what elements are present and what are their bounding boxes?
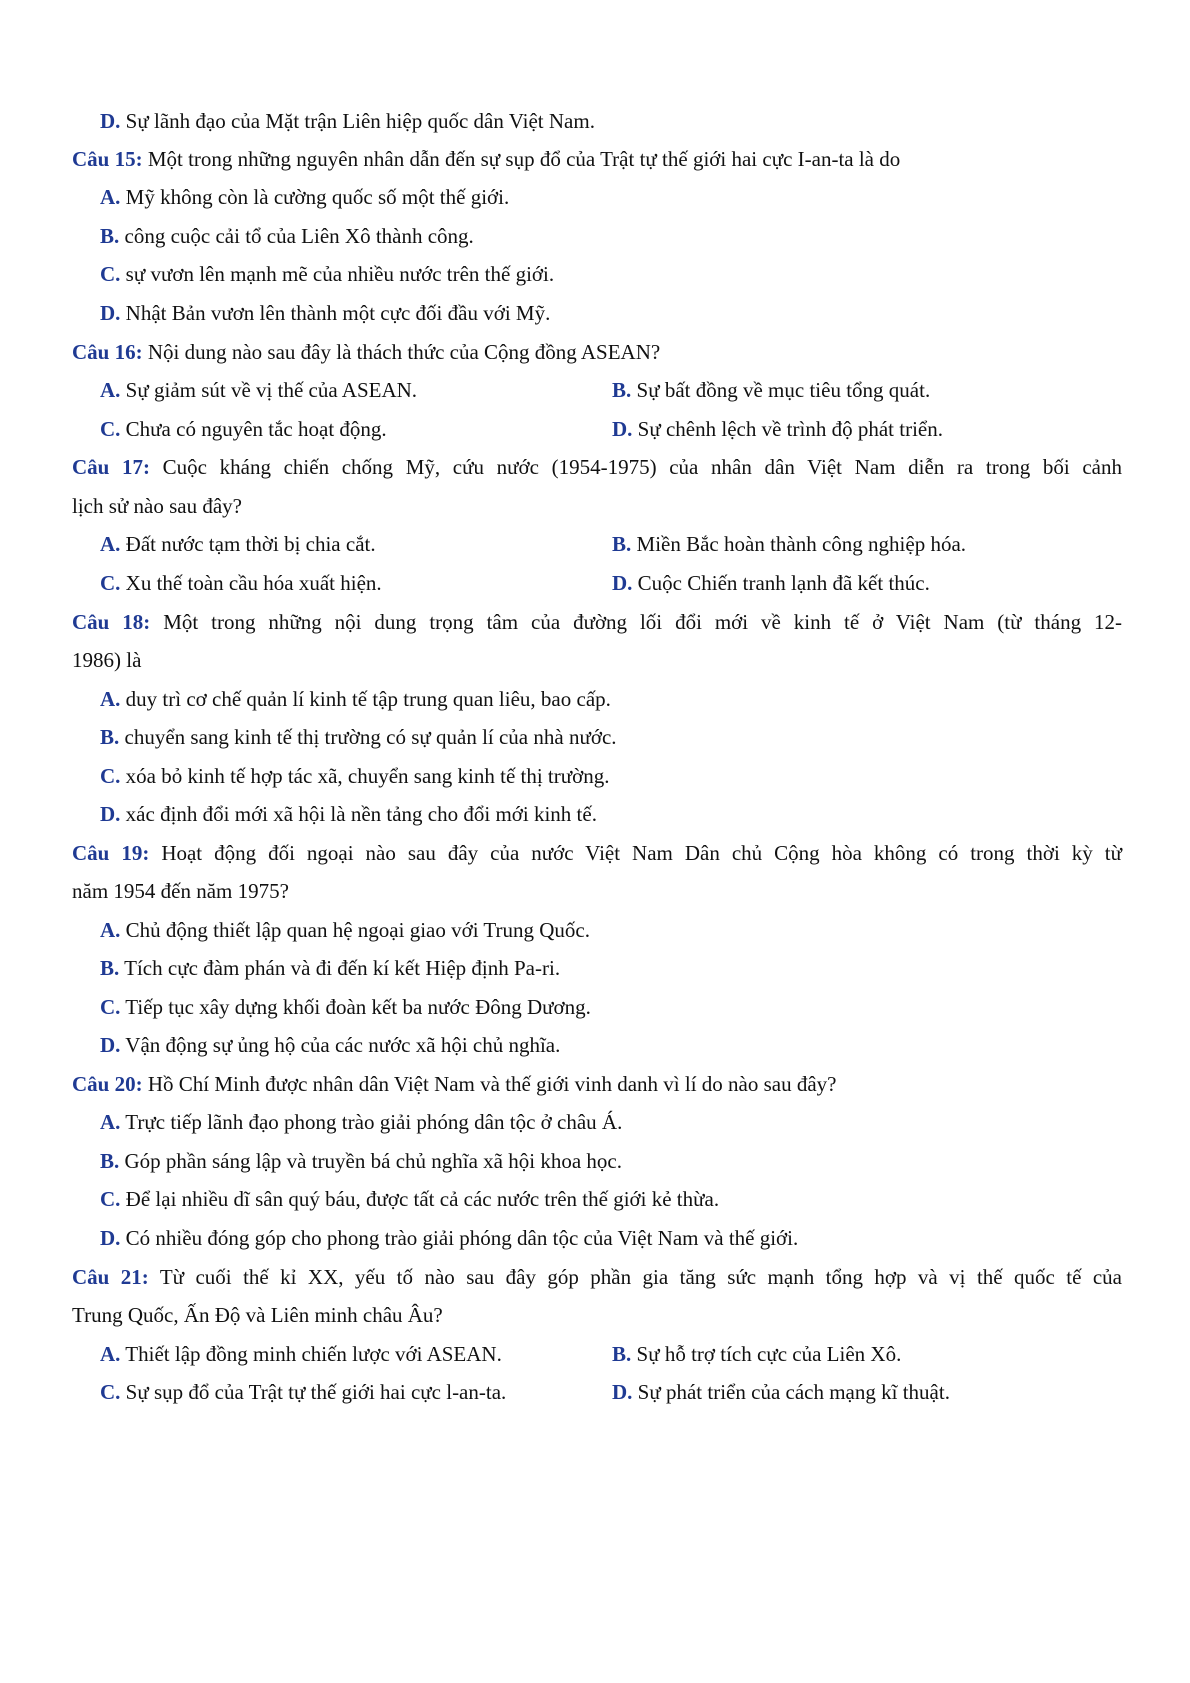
question-19 <box>72 841 1122 865</box>
question-number: Câu 17: <box>72 455 150 479</box>
question-17-cont <box>72 494 1122 518</box>
text-span: Sự chênh lệch về trình độ phát triển. <box>637 417 943 441</box>
text-span: chuyển sang kinh tế thị trường có sự quản lí của nhà nước. <box>124 725 617 749</box>
option-label: A. <box>100 1110 121 1134</box>
text-span: Sự giảm sút về vị thế của ASEAN. <box>125 378 418 402</box>
option-label: C. <box>100 1380 121 1404</box>
question-17 <box>72 455 1122 479</box>
option-label: C. <box>100 571 121 595</box>
q19-option-d <box>100 1033 1150 1057</box>
option-label: D. <box>612 417 633 441</box>
option-label: B. <box>612 378 632 402</box>
option-label: C. <box>100 1187 121 1211</box>
question-16 <box>72 340 1122 364</box>
text-span: Nhật Bản vươn lên thành một cực đối đầu với Mỹ. <box>125 301 551 325</box>
text-span: Sự phát triển của cách mạng kĩ thuật. <box>637 1380 950 1404</box>
q17-option-b <box>612 532 1190 556</box>
q18-option-d <box>100 802 1150 826</box>
option-label: D. <box>100 109 121 133</box>
q15-option-d <box>100 301 1150 325</box>
q19-option-a <box>100 918 1150 942</box>
q21-option-d <box>612 1380 1190 1404</box>
option-label: A. <box>100 185 121 209</box>
option-label: A. <box>100 918 121 942</box>
q16-option-b <box>612 378 1190 402</box>
option-label: A. <box>100 1342 121 1366</box>
question-number: Câu 16: <box>72 340 143 364</box>
question-18-cont <box>72 648 1122 672</box>
text-span: Một trong những nội dung trọng tâm của đường lối đổi mới về kinh tế ở Việt Nam (từ tháng 12- <box>163 610 1122 634</box>
option-label: C. <box>100 764 121 788</box>
text-span: Đất nước tạm thời bị chia cắt. <box>125 532 376 556</box>
q20-option-b <box>100 1149 1150 1173</box>
option-label: C. <box>100 417 121 441</box>
option-label: B. <box>100 1149 120 1173</box>
text-span: Vận động sự ủng hộ của các nước xã hội chủ nghĩa. <box>125 1033 561 1057</box>
option-label: B. <box>100 725 120 749</box>
text-span: Hồ Chí Minh được nhân dân Việt Nam và thế giới vinh danh vì lí do nào sau đây? <box>147 1072 837 1096</box>
text-span: công cuộc cải tổ của Liên Xô thành công. <box>124 224 474 248</box>
text-span: Tích cực đàm phán và đi đến kí kết Hiệp định Pa-ri. <box>124 956 561 980</box>
q20-option-c <box>100 1187 1150 1211</box>
text-span: Sự lãnh đạo của Mặt trận Liên hiệp quốc dân Việt Nam. <box>125 109 595 133</box>
q18-option-c <box>100 764 1150 788</box>
q18-option-a <box>100 687 1150 711</box>
option-label: D. <box>100 301 121 325</box>
text-span: năm 1954 đến năm 1975? <box>72 879 289 903</box>
text-span: Sự hỗ trợ tích cực của Liên Xô. <box>636 1342 902 1366</box>
option-label: B. <box>100 956 120 980</box>
text-span: Một trong những nguyên nhân dẫn đến sự sụp đổ của Trật tự thế giới hai cực I-an-ta là do <box>147 147 901 171</box>
text-span: Có nhiều đóng góp cho phong trào giải phóng dân tộc của Việt Nam và thế giới. <box>125 1226 799 1250</box>
option-label: B. <box>612 1342 632 1366</box>
text-span: Trung Quốc, Ấn Độ và Liên minh châu Âu? <box>72 1303 443 1327</box>
text-span: Miền Bắc hoàn thành công nghiệp hóa. <box>636 532 967 556</box>
question-15 <box>72 147 1122 171</box>
text-span: Sự bất đồng về mục tiêu tổng quát. <box>636 378 931 402</box>
question-21 <box>72 1265 1122 1289</box>
option-label: D. <box>100 802 121 826</box>
question-21-cont <box>72 1303 1122 1327</box>
text-span: Sự sụp đổ của Trật tự thế giới hai cực l-an-ta. <box>125 1380 507 1404</box>
option-label: A. <box>100 378 121 402</box>
text-span: Hoạt động đối ngoại nào sau đây của nước Việt Nam Dân chủ Cộng hòa không có trong thời kỳ từ <box>161 841 1122 865</box>
q17-option-d <box>612 571 1190 595</box>
q19-option-b <box>100 956 1150 980</box>
text-span: lịch sử nào sau đây? <box>72 494 242 518</box>
option-label: A. <box>100 532 121 556</box>
q20-option-d <box>100 1226 1150 1250</box>
option-label: C. <box>100 995 121 1019</box>
question-number: Câu 18: <box>72 610 151 634</box>
q21-option-b <box>612 1342 1190 1366</box>
text-span: Để lại nhiều dĩ sân quý báu, được tất cả các nước trên thế giới kẻ thừa. <box>125 1187 720 1211</box>
question-18 <box>72 610 1122 634</box>
text-span: Trực tiếp lãnh đạo phong trào giải phóng dân tộc ở châu Á. <box>125 1110 623 1134</box>
option-label: D. <box>100 1226 121 1250</box>
q20-option-a <box>100 1110 1150 1134</box>
text-span: Cuộc kháng chiến chống Mỹ, cứu nước (1954-1975) của nhân dân Việt Nam diễn ra trong bối cảnh <box>162 455 1123 479</box>
text-span: Thiết lập đồng minh chiến lược với ASEAN. <box>125 1342 502 1366</box>
text-span: sự vươn lên mạnh mẽ của nhiều nước trên thế giới. <box>125 262 555 286</box>
text-span: Từ cuối thế kỉ XX, yếu tố nào sau đây góp phần gia tăng sức mạnh tổng hợp và vị thế quốc tế của <box>159 1265 1123 1289</box>
question-number: Câu 19: <box>72 841 150 865</box>
option-label: B. <box>100 224 120 248</box>
text-span: Tiếp tục xây dựng khối đoàn kết ba nước Đông Dương. <box>125 995 591 1019</box>
option-label: A. <box>100 687 121 711</box>
question-number: Câu 20: <box>72 1072 143 1096</box>
text-span: Góp phần sáng lập và truyền bá chủ nghĩa xã hội khoa học. <box>124 1149 622 1173</box>
option-d-prev <box>100 109 1150 133</box>
q19-option-c <box>100 995 1150 1019</box>
text-span: xóa bỏ kinh tế hợp tác xã, chuyển sang kinh tế thị trường. <box>125 764 610 788</box>
text-span: Xu thế toàn cầu hóa xuất hiện. <box>125 571 382 595</box>
question-20 <box>72 1072 1122 1096</box>
text-span: 1986) là <box>72 648 142 672</box>
text-span: Nội dung nào sau đây là thách thức của Cộng đồng ASEAN? <box>147 340 661 364</box>
option-label: B. <box>612 532 632 556</box>
q15-option-a <box>100 185 1150 209</box>
text-span: duy trì cơ chế quản lí kinh tế tập trung quan liêu, bao cấp. <box>125 687 611 711</box>
option-label: D. <box>612 1380 633 1404</box>
text-span: Cuộc Chiến tranh lạnh đã kết thúc. <box>637 571 930 595</box>
q18-option-b <box>100 725 1150 749</box>
text-span: Chủ động thiết lập quan hệ ngoại giao với Trung Quốc. <box>125 918 590 942</box>
q16-option-d <box>612 417 1190 441</box>
q15-option-b <box>100 224 1150 248</box>
text-span: Mỹ không còn là cường quốc số một thế giới. <box>125 185 510 209</box>
option-label: D. <box>100 1033 121 1057</box>
q15-option-c <box>100 262 1150 286</box>
question-19-cont <box>72 879 1122 903</box>
option-label: C. <box>100 262 121 286</box>
question-number: Câu 15: <box>72 147 143 171</box>
text-span: xác định đổi mới xã hội là nền tảng cho đổi mới kinh tế. <box>125 802 597 826</box>
option-label: D. <box>612 571 633 595</box>
text-span: Chưa có nguyên tắc hoạt động. <box>125 417 387 441</box>
question-number: Câu 21: <box>72 1265 149 1289</box>
